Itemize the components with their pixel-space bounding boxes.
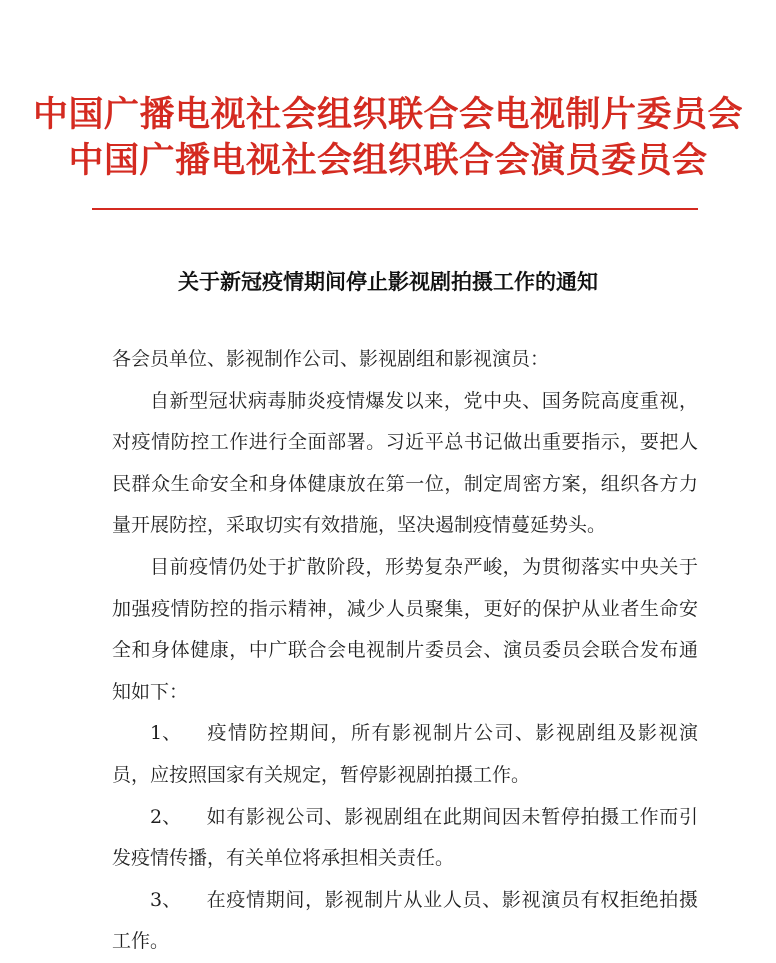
list-item-number: 3、 [150, 888, 182, 911]
letterhead-line-2: 中国广播电视社会组织联合会演员委员会 [68, 140, 708, 181]
letterhead [0, 92, 776, 184]
paragraph-1: 自新型冠状病毒肺炎疫情爆发以来，党中央、国务院高度重视，对疫情防控工作进行全面部署。习近平总书记做出重要指示，要把人民群众生命安全和身体健康放在第一位，制定周密方案，组织各方力量开展防控，采取切实有效措施，坚决遏制疫情蔓延势头。 [112, 389, 698, 537]
list-item-text: 疫情防控期间，所有影视制片公司、影视剧组及影视演员，应按照国家有关规定，暂停影视剧拍摄工作。 [112, 722, 698, 786]
list-item-text: 如有影视公司、影视剧组在此期间因未暂停拍摄工作而引发疫情传播，有关单位将承担相关责任。 [112, 805, 698, 870]
salutation: 各会员单位、影视制作公司、影视剧组和影视演员： [112, 348, 550, 370]
letterhead-divider [92, 208, 698, 210]
list-item-text: 在疫情期间，影视制片从业人员、影视演员有权拒绝拍摄工作。 [112, 888, 698, 953]
list-item-number: 2、 [150, 805, 182, 828]
list-item-number: 1、 [150, 722, 182, 745]
list-item-3 [112, 880, 698, 963]
document-body [112, 339, 698, 963]
list-item-1 [112, 713, 698, 796]
letterhead-line-1: 中国广播电视社会组织联合会电视制片委员会 [32, 94, 743, 135]
paragraph-2: 目前疫情仍处于扩散阶段，形势复杂严峻，为贯彻落实中央关于加强疫情防控的指示精神，减少人员聚集，更好的保护从业者生命安全和身体健康，中广联合会电视制片委员会、演员委员会联合发布通知如下： [112, 555, 698, 703]
list-item-2 [112, 797, 698, 880]
document-title: 关于新冠疫情期间停止影视剧拍摄工作的通知 [178, 270, 598, 294]
